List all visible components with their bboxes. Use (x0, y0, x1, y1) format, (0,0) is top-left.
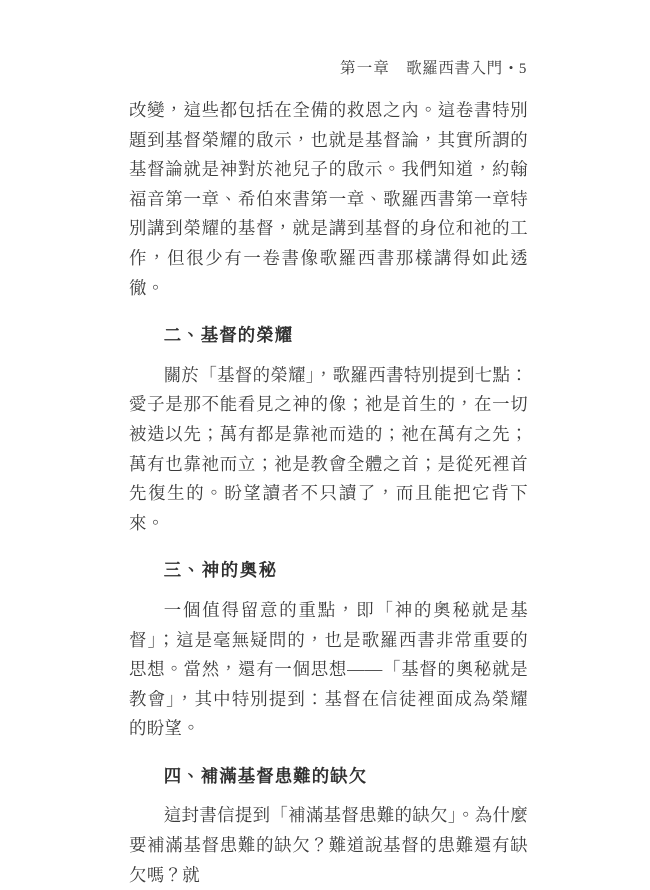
header-separator-dot: • (508, 60, 514, 75)
paragraph-continuation: 改變，這些都包括在全備的救恩之內。這卷書特別題到基督榮耀的啟示，也就是基督論，其實所謂的基督論就是神對於祂兒子的啟示。我們知道，約翰福音第一章、希伯來書第一章、歌羅西書第一章特別講到榮耀的基督，就是講到基督的身位和祂的工作，但很少有一卷書像歌羅西書那樣講得如此透徹。 (129, 100, 528, 298)
section-heading-2: 二、基督的榮耀 (163, 325, 294, 346)
spacer-before-heading-4 (129, 744, 528, 762)
header-chapter-label: 第一章 (340, 60, 391, 77)
body-text-block (129, 96, 528, 890)
section-heading-3: 三、神的奧秘 (163, 560, 278, 581)
spacer-after-heading-3 (129, 586, 528, 596)
spacer-after-heading-4 (129, 791, 528, 801)
section-heading-4: 四、補滿基督患難的缺欠 (163, 765, 368, 786)
page-number: 5 (518, 61, 527, 77)
header-book-title: 歌羅西書入門 (406, 60, 503, 77)
paragraph-christ-glory: 關於「基督的榮耀」，歌羅西書特別提到七點：愛子是那不能看見之神的像；祂是首生的，在一切被造以先；萬有都是靠祂而造的；祂在萬有之先；萬有也靠祂而立；祂是教會全體之首；是從死裡首先復生的。盼望讀者不只讀了，而且能把它背下來。 (129, 364, 528, 533)
spacer-after-heading-2 (129, 351, 528, 361)
paragraph-filling-afflictions: 這封書信提到「補滿基督患難的缺欠」。為什麼要補滿基督患難的缺欠？難道說基督的患難還有缺欠嗎？就 (129, 805, 528, 885)
paragraph-mystery-of-god: 一個值得留意的重點，即「神的奧秘就是基督」；這是毫無疑問的，也是歌羅西書非常重要的思想。當然，還有一個思想——「基督的奧秘就是教會」，其中特別提到：基督在信徒裡面成為榮耀的盼望。 (129, 599, 528, 739)
running-header (0, 58, 527, 79)
spacer-before-heading-3 (129, 538, 528, 556)
spacer-before-heading-2 (129, 303, 528, 321)
